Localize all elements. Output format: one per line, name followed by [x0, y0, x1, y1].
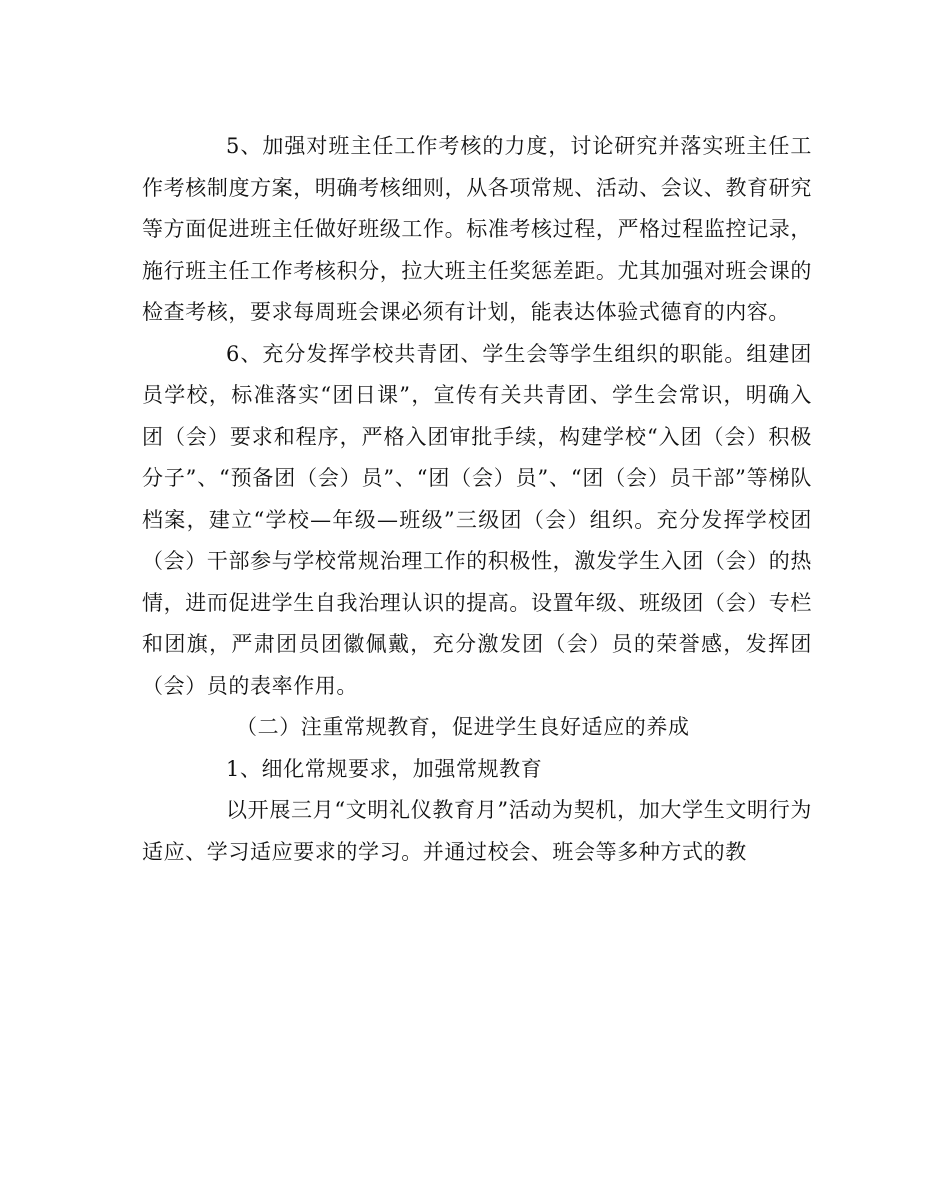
- section-heading-routine-education: （二）注重常规教育，促进学生良好适应的养成: [236, 715, 690, 739]
- document-body: [142, 126, 812, 873]
- paragraph-etiquette-month: 以开展三月“文明礼仪教育月”活动为契机，加大学生文明行为适应、学习适应要求的学习。并通过校会、班会等多种方式的教: [142, 798, 812, 864]
- paragraph-teacher-assessment: 5、加强对班主任工作考核的力度，讨论研究并落实班主任工作考核制度方案，明确考核细则，从各项常规、活动、会议、教育研究等方面促进班主任做好班级工作。标准考核过程，严格过程监控记录，施行班主任工作考核积分，拉大班主任奖惩差距。尤其加强对班会课的检查考核，要求每周班会课必须有计划，能表达体验式德育的内容。: [142, 134, 812, 324]
- paragraph-league-union: 6、充分发挥学校共青团、学生会等学生组织的职能。组建团员学校，标准落实“团日课”，宣传有关共青团、学生会常识，明确入团（会）要求和程序，严格入团审批手续，构建学校“入团（会）积极分子”、“预备团（会）员”、“团（会）员”、“团（会）员干部”等梯队档案，建立“学校—年级—班级”三级团（会）组织。充分发挥学校团（会）干部参与学校常规治理工作的积极性，激发学生入团（会）的热情，进而促进学生自我治理认识的提高。设置年级、班级团（会）专栏和团旗，严肃团员团徽佩戴，充分激发团（会）员的荣誉感，发挥团（会）员的表率作用。: [142, 341, 812, 698]
- subheading-routine-requirements: 1、细化常规要求，加强常规教育: [226, 756, 543, 781]
